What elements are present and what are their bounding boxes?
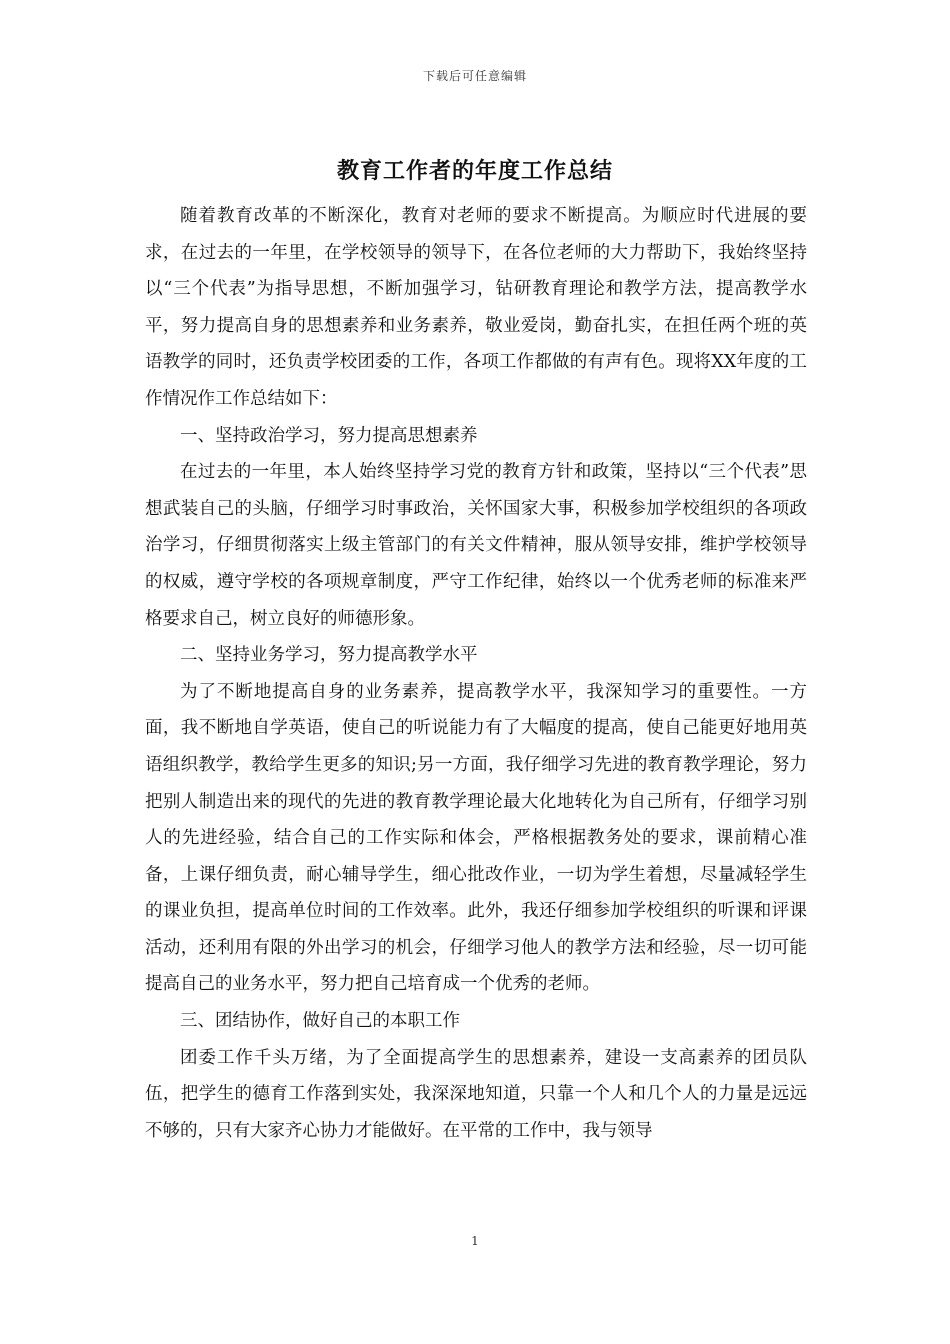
document-body (145, 198, 807, 1149)
page-header-note: 下载后可任意编辑 (422, 69, 527, 83)
paragraph-section-3: 团委工作千头万绪，为了全面提高学生的思想素养，建设一支高素养的团员队伍，把学生的德育工作落到实处，我深深地知道，只靠一个人和几个人的力量是远远不够的，只有大家齐心协力才能做好。在平常的工作中，我与领导 (145, 1047, 807, 1141)
section-heading-1: 一、坚持政治学习，努力提高思想素养 (180, 425, 478, 446)
document-title: 教育工作者的年度工作总结 (336, 159, 613, 184)
page-number: 1 (471, 1234, 479, 1248)
paragraph-intro: 随着教育改革的不断深化，教育对老师的要求不断提高。为顺应时代进展的要求，在过去的一年里，在学校领导的领导下，在各位老师的大力帮助下，我始终坚持以“三个代表”为指导思想，不断加强学习，钻研教育理论和教学方法，提高教学水平，努力提高自身的思想素养和业务素养，敬业爱岗，勤奋扎实，在担任两个班的英语教学的同时，还负责学校团委的工作，各项工作都做的有声有色。现将XX年度的工作情况作工作总结如下： (145, 206, 807, 409)
section-heading-3: 三、团结协作，做好自己的本职工作 (180, 1011, 460, 1032)
paragraph-section-2: 为了不断地提高自身的业务素养，提高教学水平，我深知学习的重要性。一方面，我不断地自学英语，使自己的听说能力有了大幅度的提高，使自己能更好地用英语组织教学，教给学生更多的知识;另一方面，我仔细学习先进的教育教学理论，努力把别人制造出来的现代的先进的教育教学理论最大化地转化为自己所有，仔细学习别人的先进经验，结合自己的工作实际和体会，严格根据教务处的要求，课前精心准备，上课仔细负责，耐心辅导学生，细心批改作业，一切为学生着想，尽量减轻学生的课业负担，提高单位时间的工作效率。此外，我还仔细参加学校组织的听课和评课活动，还利用有限的外出学习的机会，仔细学习他人的教学方法和经验，尽一切可能提高自己的业务水平，努力把自己培育成一个优秀的老师。 (145, 681, 807, 995)
paragraph-section-1: 在过去的一年里，本人始终坚持学习党的教育方针和政策，坚持以“三个代表”思想武装自己的头脑，仔细学习时事政治，关怀国家大事，积极参加学校组织的各项政治学习，仔细贯彻落实上级主管部门的有关文件精神，服从领导安排，维护学校领导的权威，遵守学校的各项规章制度，严守工作纪律，始终以一个优秀老师的标准来严格要求自己，树立良好的师德形象。 (145, 462, 807, 629)
section-heading-2: 二、坚持业务学习，努力提高教学水平 (180, 645, 478, 666)
